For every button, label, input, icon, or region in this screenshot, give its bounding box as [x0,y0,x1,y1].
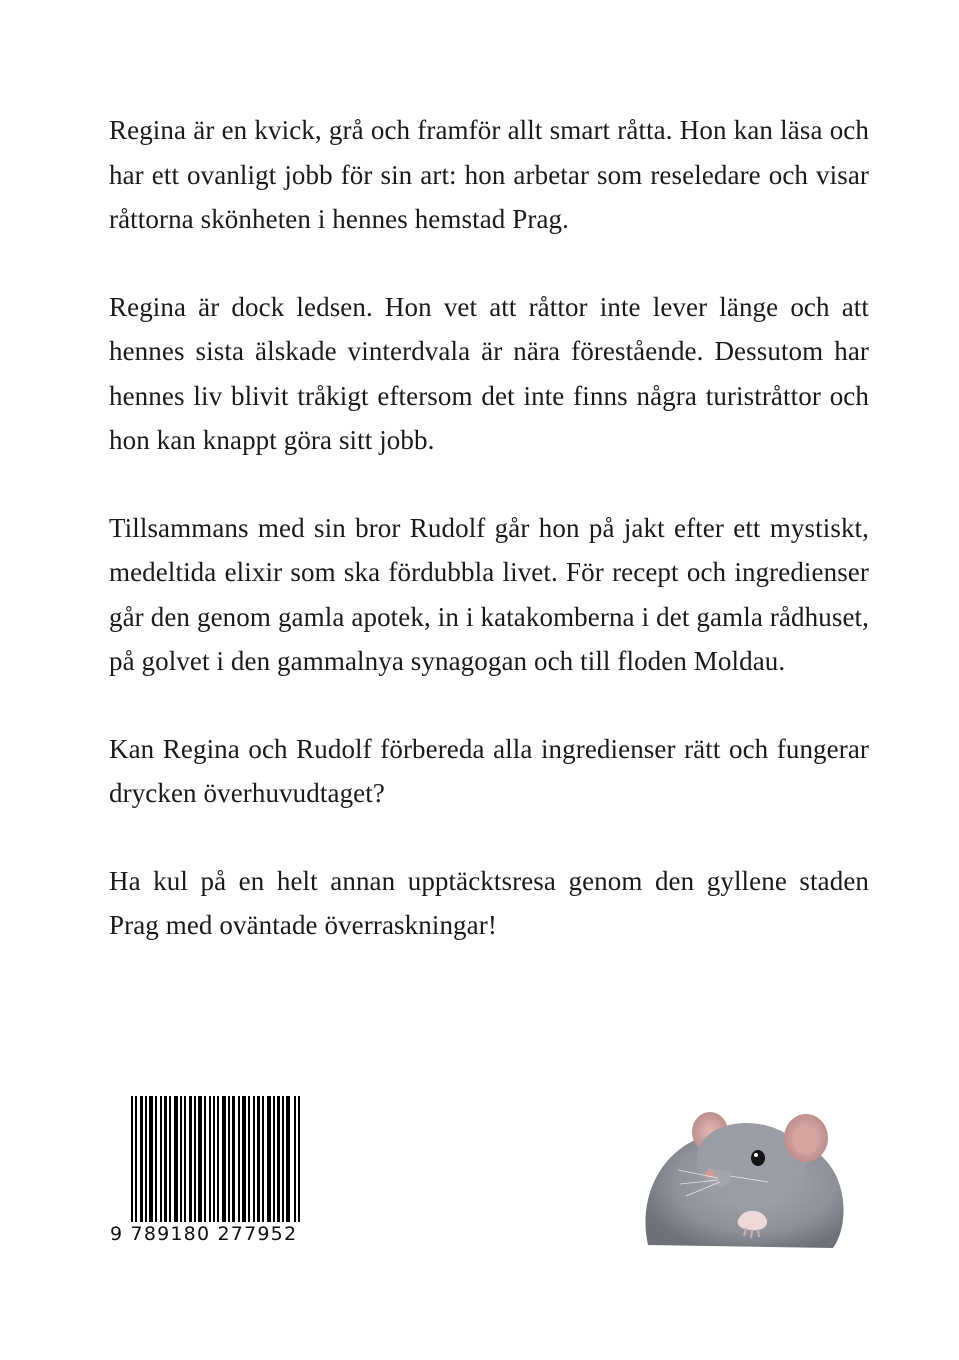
rat-illustration [638,1080,848,1250]
rat-icon [638,1080,848,1250]
blurb-paragraph-1: Regina är en kvick, grå och framför allt smart råtta. Hon kan läsa och har ett ovanligt jobb för sin art: hon arbetar som reseledare och visar råttorna skönheten i hennes hemstad Prag. [109,115,869,234]
blurb-paragraph-3: Tillsammans med sin bror Rudolf går hon på jakt efter ett mystiskt, medeltida elixir som ska fördubbla livet. För recept och ingredienser går den genom gamla apotek, in i katakomberna i det gamla rådhuset, på golvet i den gammalnya synagogan och till floden Moldau. [109,512,869,676]
barcode-bars [110,1096,314,1236]
blurb-paragraph-2: Regina är dock ledsen. Hon vet att råttor inte lever länge och att hennes sista älskade vinterdvala är nära förestående. Dessutom har hennes liv blivit tråkigt eftersom det inte finns några turistråttor och hon kan knappt göra sitt jobb. [109,291,869,455]
isbn-number: 9 789180 277952 [110,1222,314,1248]
back-cover-blurb [109,108,869,991]
blurb-paragraph-5: Ha kul på en helt annan upptäcktsresa genom den gyllene staden Prag med oväntade överraskningar! [109,865,869,940]
blurb-paragraph-4: Kan Regina och Rudolf förbereda alla ingredienser rätt och fungerar drycken överhuvudtaget? [109,733,869,808]
isbn-barcode [110,1096,314,1248]
